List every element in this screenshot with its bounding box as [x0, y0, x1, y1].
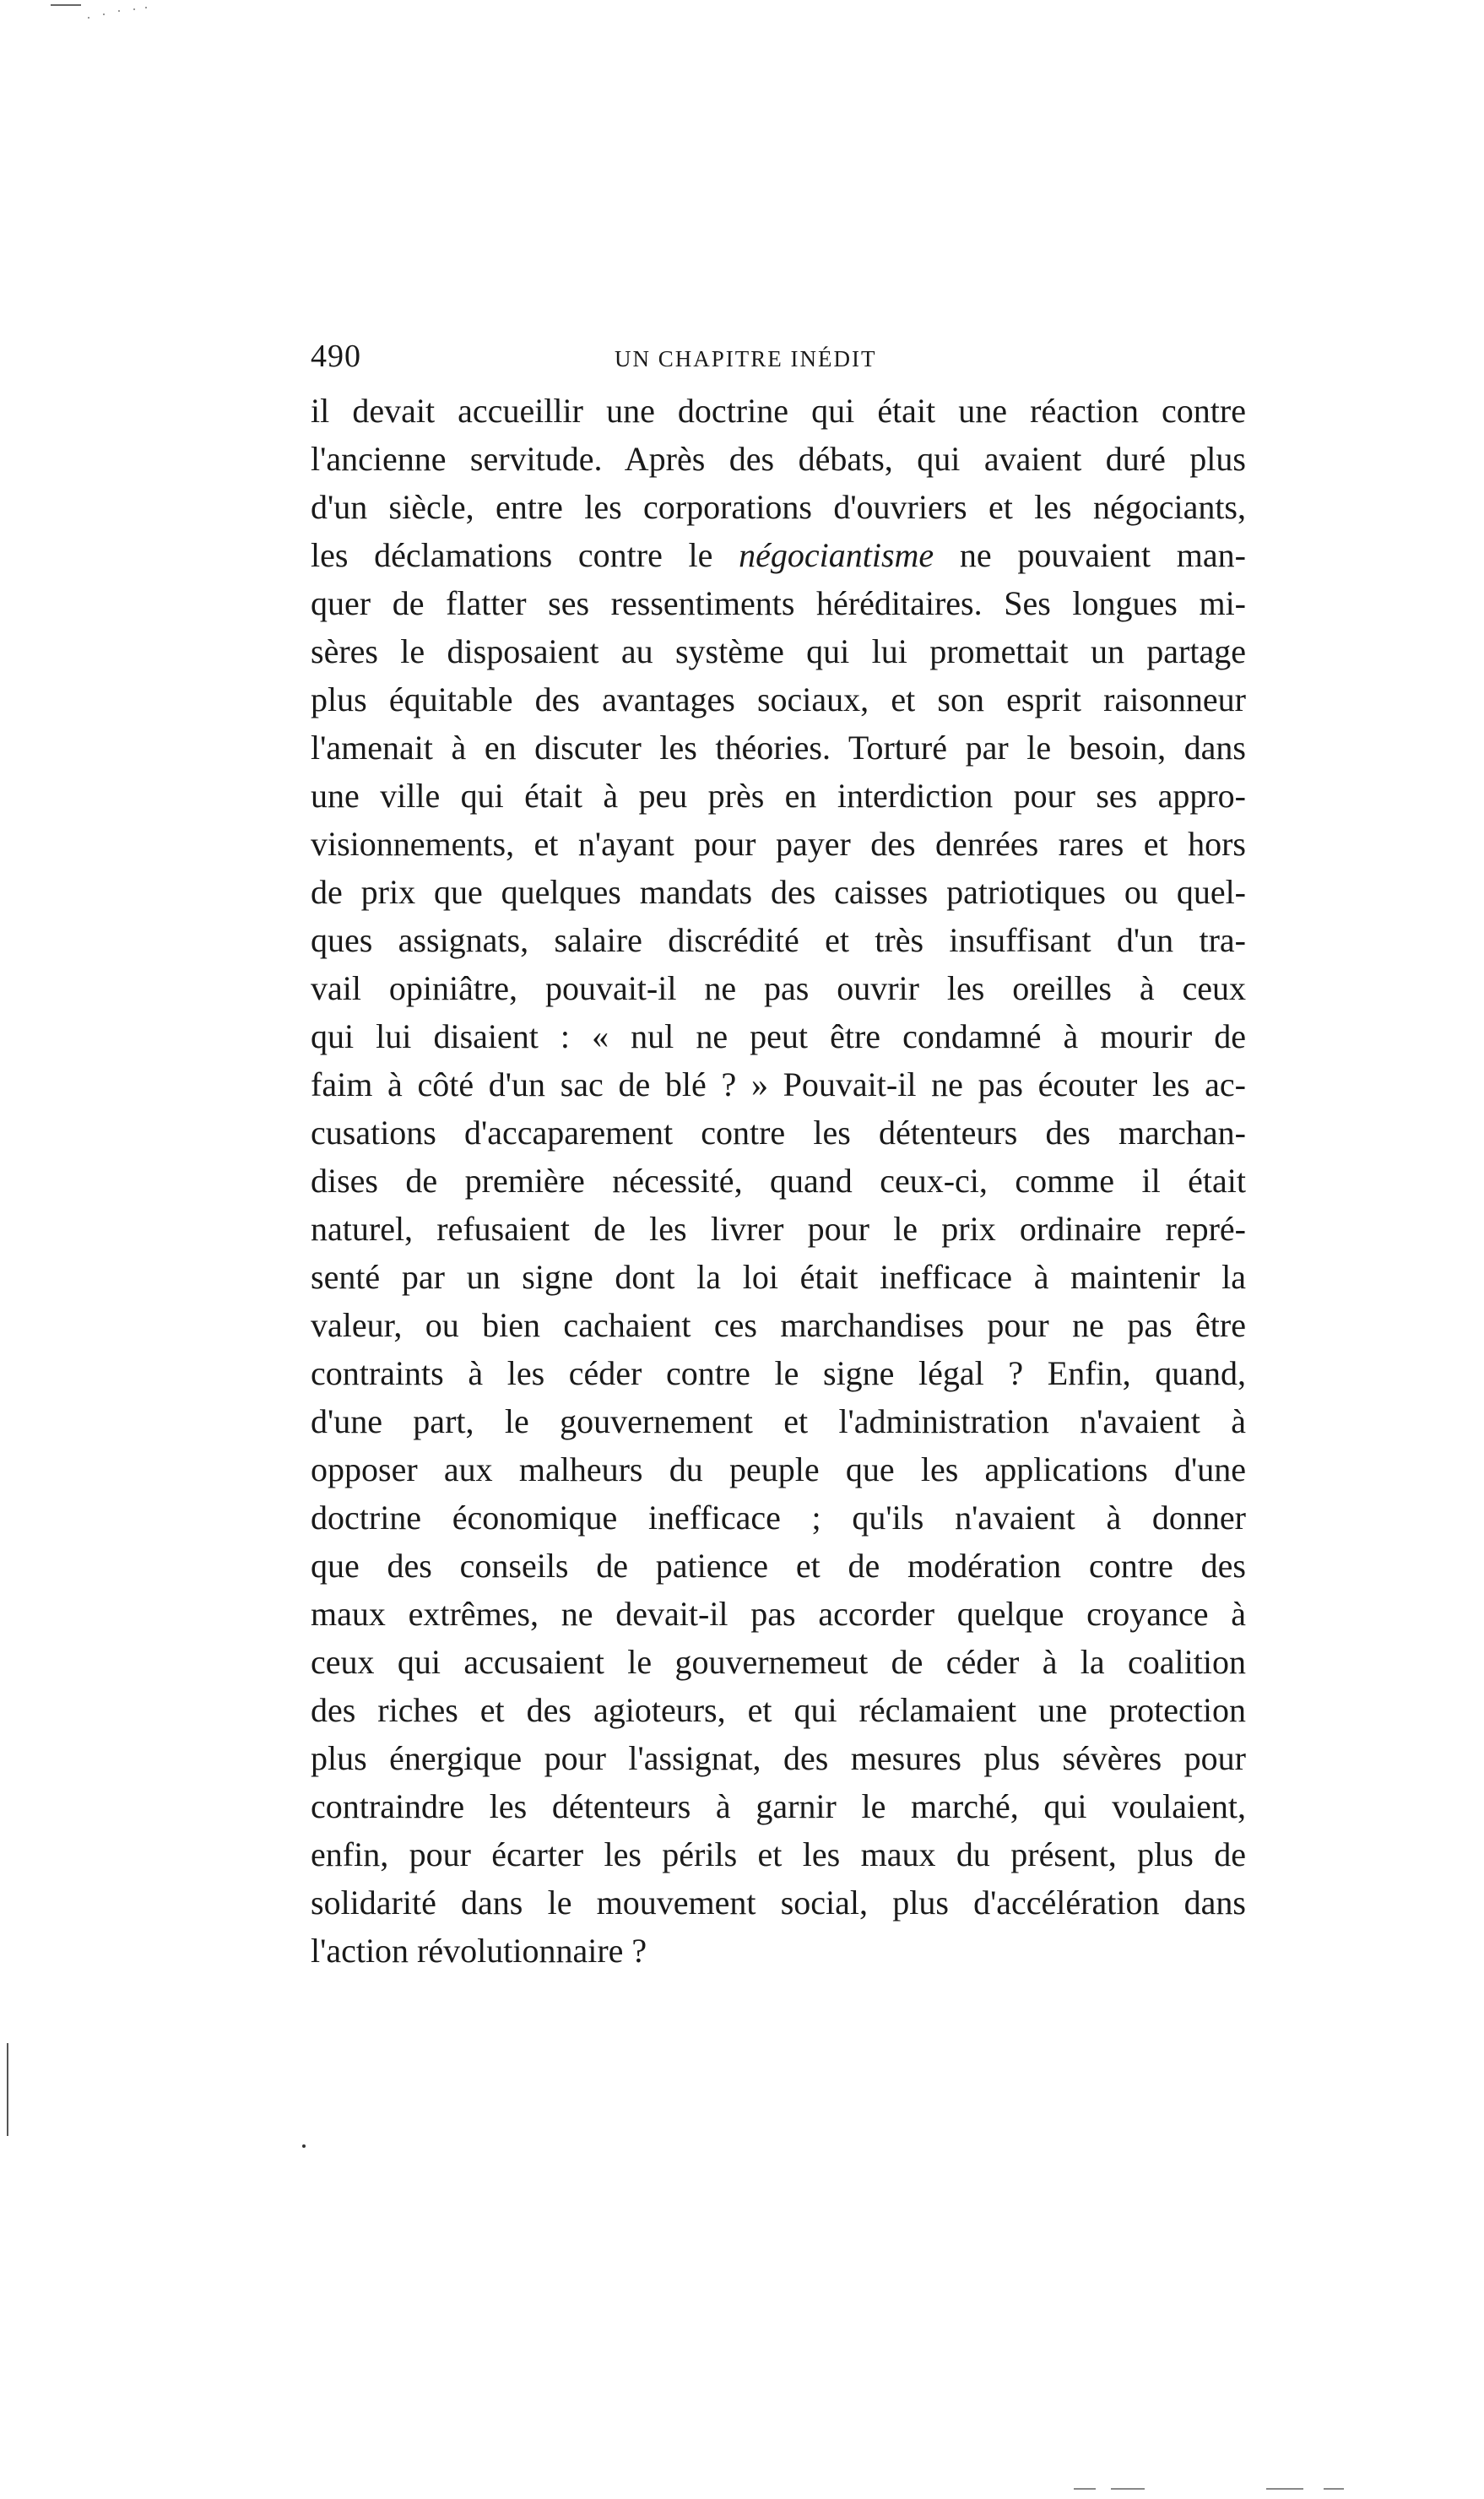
text-line: enfin, pour écarter les périls et les maux du présent, plus de	[311, 1835, 1246, 1873]
text-line: opposer aux malheurs du peuple que les applications d'une	[311, 1450, 1246, 1488]
text-line: ques assignats, salaire discrédité et très insuffisant d'un tra-	[311, 921, 1246, 959]
text-line: d'un siècle, entre les corporations d'ouvriers et les négociants,	[311, 488, 1246, 526]
text-line: visionnements, et n'ayant pour payer des denrées rares et hors	[311, 825, 1246, 863]
text-line: faim à côté d'un sac de blé ? » Pouvait-il ne pas écouter les ac-	[311, 1065, 1246, 1103]
scan-dots	[84, 7, 152, 24]
text-line: contraindre les détenteurs à garnir le marché, qui voulaient,	[311, 1787, 1246, 1825]
text-line: dises de première nécessité, quand ceux-ci, comme il était	[311, 1162, 1246, 1200]
scan-speck	[302, 2144, 306, 2148]
text-line: qui lui disaient : « nul ne peut être condamné à mourir de	[311, 1017, 1246, 1055]
text-line: maux extrêmes, ne devait-il pas accorder quelque croyance à	[311, 1595, 1246, 1633]
text-line	[311, 531, 1246, 579]
text-segment: ne pouvaient man-	[934, 536, 1246, 574]
scan-speck	[51, 4, 81, 6]
body-text	[311, 387, 1246, 1975]
text-line: senté par un signe dont la loi était inefficace à maintenir la	[311, 1258, 1246, 1296]
text-line: il devait accueillir une doctrine qui était une réaction contre	[311, 392, 1246, 430]
text-line: vail opiniâtre, pouvait-il ne pas ouvrir les oreilles à ceux	[311, 969, 1246, 1007]
page-number: 490	[311, 339, 361, 374]
text-line: l'action révolutionnaire ?	[311, 1932, 647, 1970]
italic-term: négociantisme	[739, 536, 934, 574]
text-line: que des conseils de patience et de modération contre des	[311, 1547, 1246, 1585]
text-segment: les déclamations contre le	[311, 536, 739, 574]
text-line: plus énergique pour l'assignat, des mesures plus sévères pour	[311, 1739, 1246, 1777]
text-line: de prix que quelques mandats des caisses patriotiques ou quel-	[311, 873, 1246, 911]
scan-edge-line	[7, 2043, 8, 2136]
text-line: des riches et des agioteurs, et qui réclamaient une protection	[311, 1691, 1246, 1729]
scan-mark	[1266, 2488, 1303, 2490]
page-header	[311, 338, 1239, 380]
text-line: doctrine économique inefficace ; qu'ils n'avaient à donner	[311, 1499, 1246, 1537]
text-line: sères le disposaient au système qui lui promettait un partage	[311, 632, 1246, 670]
text-line: une ville qui était à peu près en interdiction pour ses appro-	[311, 777, 1246, 815]
text-line: valeur, ou bien cachaient ces marchandises pour ne pas être	[311, 1306, 1246, 1344]
text-line: cusations d'accaparement contre les détenteurs des marchan-	[311, 1114, 1246, 1152]
scan-mark	[1074, 2488, 1096, 2490]
text-line: contraints à les céder contre le signe légal ? Enfin, quand,	[311, 1354, 1246, 1392]
text-line: quer de flatter ses ressentiments héréditaires. Ses longues mi-	[311, 584, 1246, 622]
text-line: ceux qui accusaient le gouvernemeut de céder à la coalition	[311, 1643, 1246, 1681]
text-line: naturel, refusaient de les livrer pour le prix ordinaire repré-	[311, 1210, 1246, 1248]
text-line: solidarité dans le mouvement social, plus d'accélération dans	[311, 1884, 1246, 1922]
text-line: l'ancienne servitude. Après des débats, qui avaient duré plus	[311, 440, 1246, 478]
text-line: d'une part, le gouvernement et l'administration n'avaient à	[311, 1402, 1246, 1440]
running-title: UN CHAPITRE INÉDIT	[615, 346, 877, 371]
text-line: plus équitable des avantages sociaux, et son esprit raisonneur	[311, 680, 1246, 718]
scan-mark	[1111, 2488, 1145, 2490]
text-line: l'amenait à en discuter les théories. Torturé par le besoin, dans	[311, 729, 1246, 767]
scan-mark	[1324, 2488, 1344, 2490]
